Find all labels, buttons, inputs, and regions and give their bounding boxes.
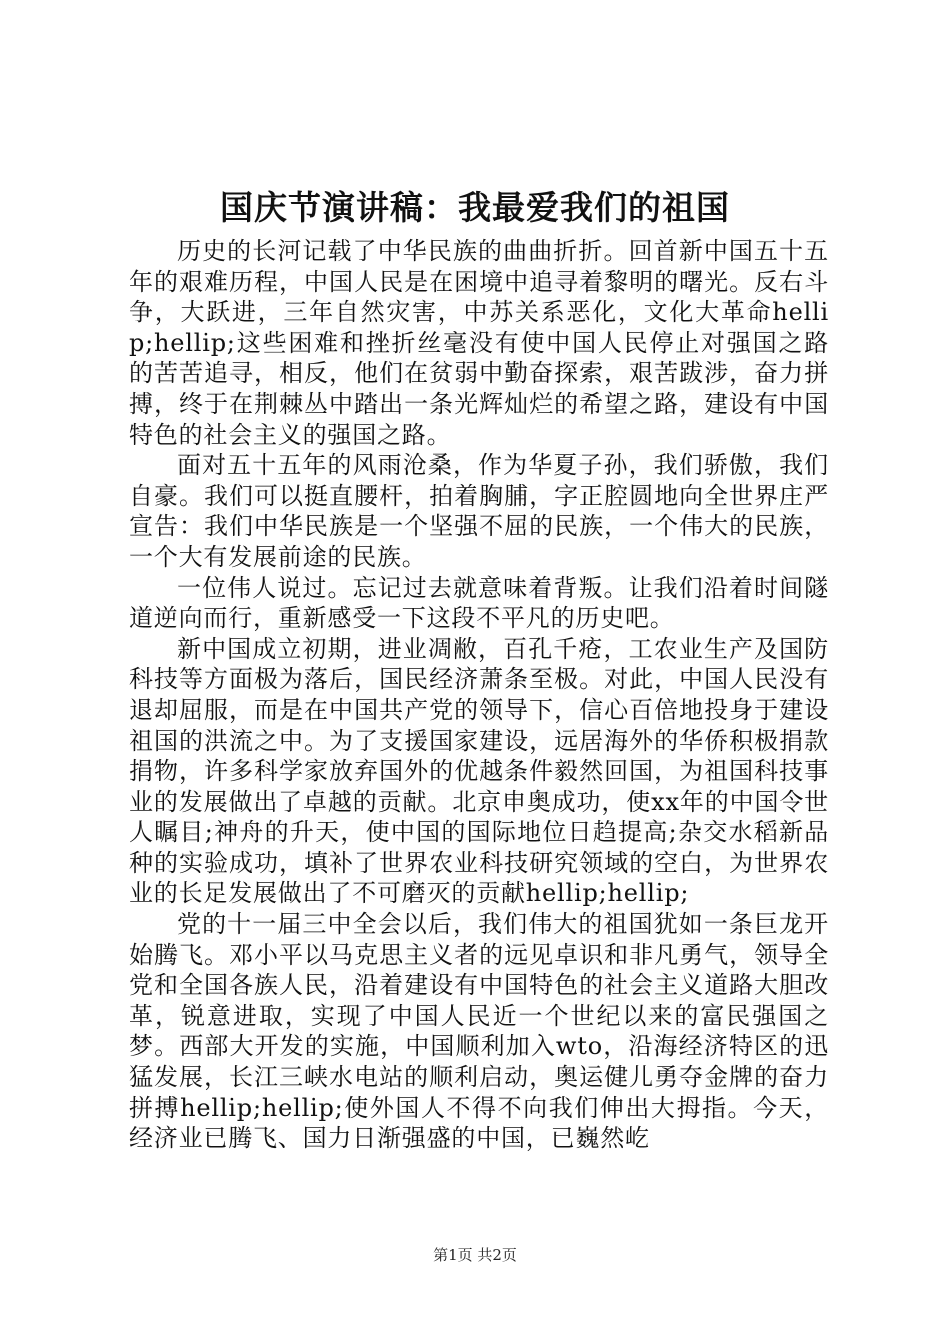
paragraph: 面对五十五年的风雨沧桑，作为华夏子孙，我们骄傲，我们自豪。我们可以挺直腰杆，拍着胸脯，字正腔圆地向全世界庄严宣告：我们中华民族是一个坚强不屈的民族，一个伟大的民族，一个大有发展前途的民族。 — [129, 451, 829, 571]
paragraph: 一位伟人说过。忘记过去就意味着背叛。让我们沿着时间隧道逆向而行，重新感受一下这段不平凡的历史吧。 — [129, 573, 829, 633]
document-body — [129, 236, 829, 1154]
paragraph: 新中国成立初期，进业凋敝，百孔千疮，工农业生产及国防科技等方面极为落后，国民经济萧条至极。对此，中国人民没有退却屈服，而是在中国共产党的领导下，信心百倍地投身于建设祖国的洪流之中。为了支援国家建设，远居海外的华侨积极捐款捐物，许多科学家放弃国外的优越条件毅然回国，为祖国科技事业的发展做出了卓越的贡献。北京申奥成功，使xx年的中国令世人瞩目;神舟的升天，使中国的国际地位日趋提高;杂交水稻新品种的实验成功，填补了世界农业科技研究领域的空白，为世界农业的长足发展做出了不可磨灭的贡献hellip;hellip; — [129, 634, 829, 908]
page-number-footer: 第1页 共2页 — [433, 1246, 517, 1264]
paragraph: 历史的长河记载了中华民族的曲曲折折。回首新中国五十五年的艰难历程，中国人民是在困境中追寻着黎明的曙光。反右斗争，大跃进，三年自然灾害，中苏关系恶化，文化大革命hellip;hellip;这些困难和挫折丝毫没有使中国人民停止对强国之路的苦苦追寻，相反，他们在贫弱中勤奋探索，艰苦跋涉，奋力拼搏，终于在荆棘丛中踏出一条光辉灿烂的希望之路，建设有中国特色的社会主义的强国之路。 — [129, 237, 829, 449]
paragraph: 党的十一届三中全会以后，我们伟大的祖国犹如一条巨龙开始腾飞。邓小平以马克思主义者的远见卓识和非凡勇气，领导全党和全国各族人民，沿着建设有中国特色的社会主义道路大胆改革，锐意进取，实现了中国人民近一个世纪以来的富民强国之梦。西部大开发的实施，中国顺利加入wto，沿海经济特区的迅猛发展，长江三峡水电站的顺利启动，奥运健儿勇夺金牌的奋力拼搏hellip;hellip;使外国人不得不向我们伸出大拇指。今天，经济业已腾飞、国力日渐强盛的中国，已巍然屹 — [129, 910, 829, 1153]
document-title: 国庆节演讲稿：我最爱我们的祖国 — [220, 188, 730, 227]
